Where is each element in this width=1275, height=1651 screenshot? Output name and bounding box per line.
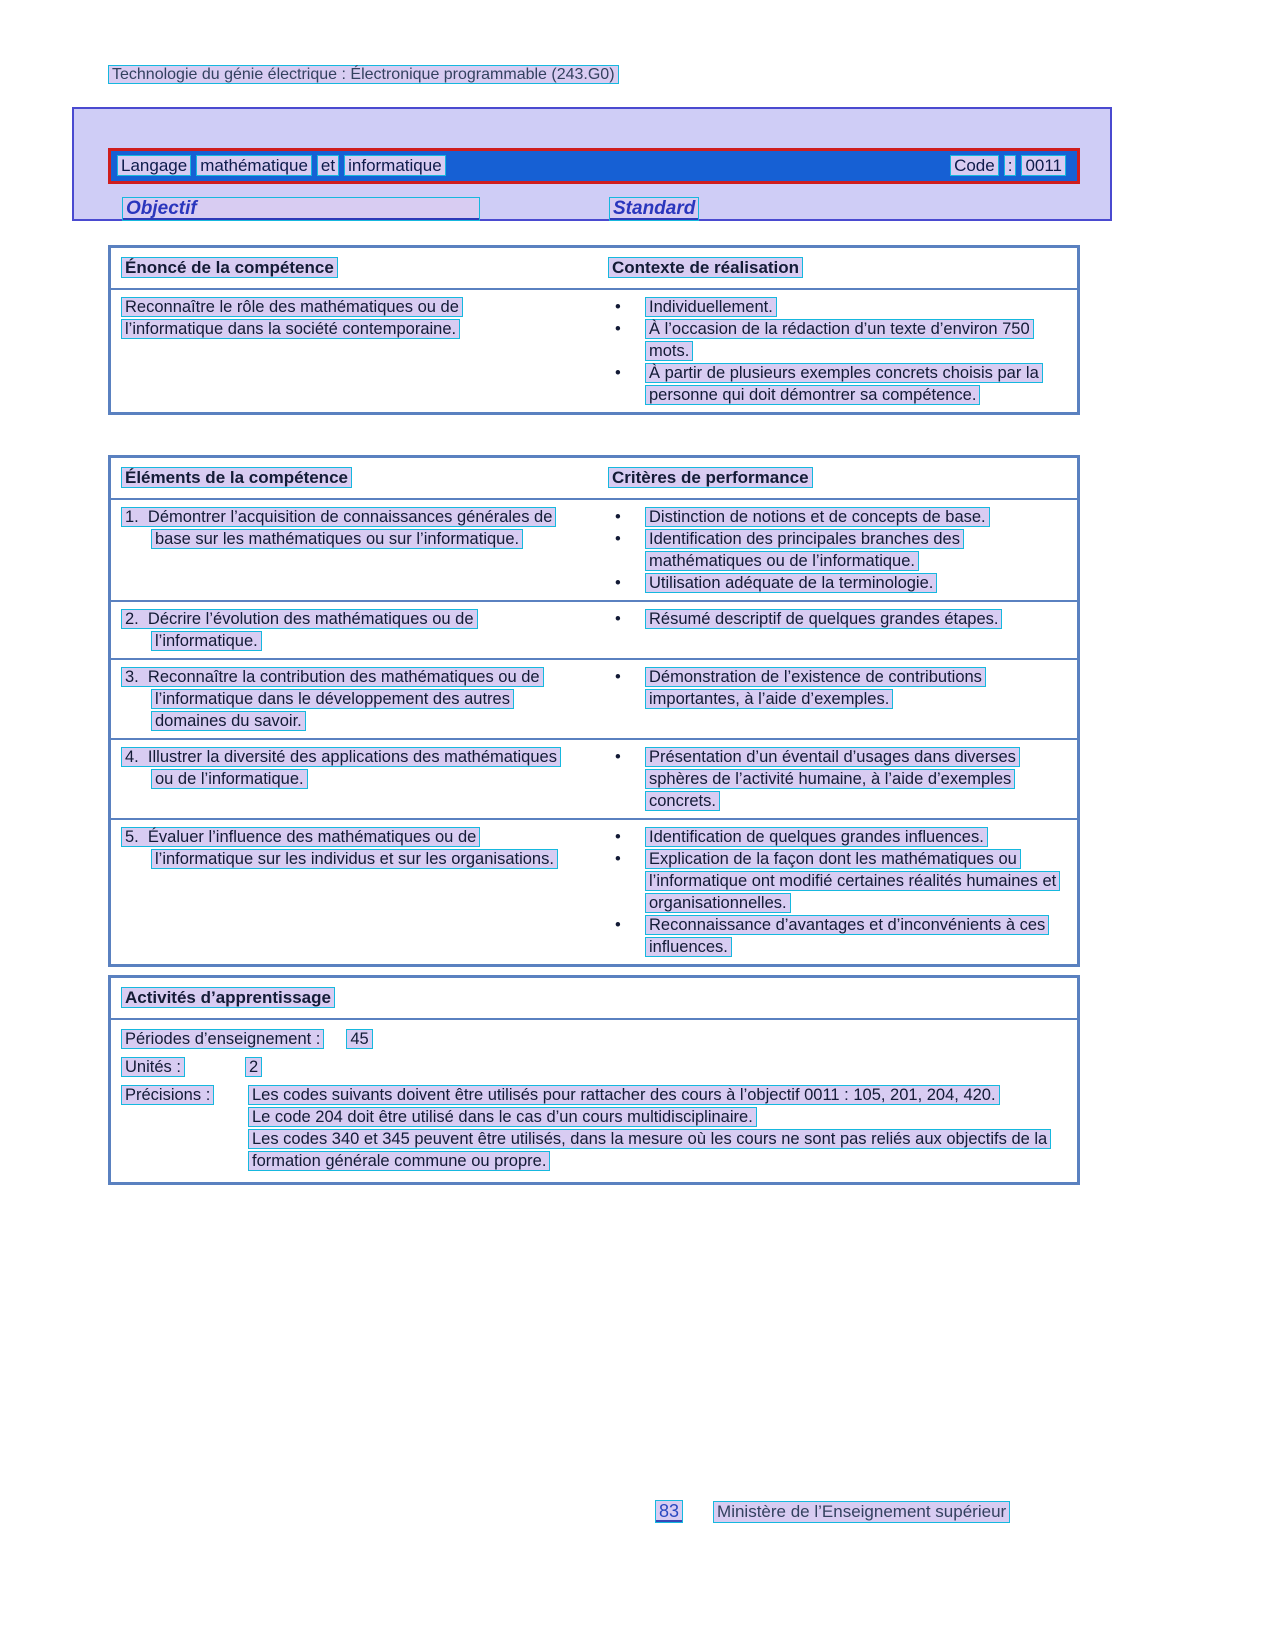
competence-header-right-cell: [600, 257, 1077, 279]
precisions-label: Précisions :: [121, 1085, 214, 1105]
context-bullets-cell: [600, 296, 1077, 406]
list-item: [608, 296, 1077, 318]
bullet-icon: •: [615, 850, 621, 868]
criterion-text: Utilisation adéquate de la terminologie.: [645, 573, 937, 593]
objective-title-box: [72, 107, 1112, 221]
competence-statement: Reconnaître le rôle des mathématiques ou de l’informatique dans la société contemporaine.: [121, 297, 463, 339]
bullet-icon: •: [615, 298, 621, 316]
element-text: 3. Reconnaître la contribution des mathématiques ou de l’informatique dans le développement des autres domaines du savoir.: [121, 667, 544, 731]
element-text: 2. Décrire l’évolution des mathématiques ou de l’informatique.: [121, 609, 478, 651]
list-item: [608, 506, 1077, 528]
element-cell: [111, 746, 600, 812]
element-cell: [111, 826, 600, 958]
criterion-text: Présentation d’un éventail d’usages dans diverses sphères de l’activité humaine, à l’aide d’exemples concrets.: [645, 747, 1020, 811]
element-text: 4. Illustrer la diversité des applications des mathématiques ou de l’informatique.: [121, 747, 561, 789]
list-item: [608, 746, 1077, 812]
bullet-icon: •: [615, 530, 621, 548]
activities-table: [108, 975, 1080, 1185]
criteria-cell: [600, 608, 1077, 652]
highlighted-word: Code: [950, 155, 999, 176]
criterion-text: Résumé descriptif de quelques grandes étapes.: [645, 609, 1002, 629]
precisions-label-cell: [121, 1084, 248, 1172]
competence-table-header: [111, 248, 1077, 290]
competence-statement-cell: [111, 296, 600, 406]
bullet-icon: •: [615, 574, 621, 592]
elements-header-left-cell: [111, 467, 600, 489]
highlighted-word: :: [1004, 155, 1017, 176]
ministry-name: Ministère de l’Enseignement supérieur: [713, 1501, 1010, 1523]
document-header: [108, 66, 619, 84]
units-row: [121, 1056, 1077, 1078]
banner-title: [117, 156, 451, 176]
list-item: [608, 572, 1077, 594]
elements-table-header: [111, 458, 1077, 500]
precision-paragraph: [248, 1084, 1060, 1106]
elements-header-left: Éléments de la compétence: [121, 467, 352, 488]
criterion-text: Identification des principales branches des mathématiques ou de l’informatique.: [645, 529, 964, 571]
criteria-cell: [600, 746, 1077, 812]
objectif-heading: Objectif: [122, 197, 480, 221]
table-row: [111, 600, 1077, 658]
banner-code: [950, 156, 1071, 176]
highlighted-word: Langage: [117, 155, 191, 176]
bullet-icon: •: [615, 748, 621, 766]
table-row: [111, 738, 1077, 818]
precisions-row: [121, 1084, 1077, 1172]
elements-table: [108, 455, 1080, 967]
bullet-icon: •: [615, 320, 621, 338]
list-item: [608, 608, 1077, 630]
list-item: [608, 528, 1077, 572]
context-bullet-text: À partir de plusieurs exemples concrets choisis par la personne qui doit démontrer sa compétence.: [645, 363, 1043, 405]
element-cell: [111, 666, 600, 732]
bullet-icon: •: [615, 916, 621, 934]
element-text: 1. Démontrer l’acquisition de connaissances générales de base sur les mathématiques ou sur l’informatique.: [121, 507, 556, 549]
highlighted-word: 0011: [1021, 155, 1066, 176]
activities-table-body: [111, 1020, 1077, 1182]
precisions-text-cell: [248, 1084, 1060, 1172]
list-item: [608, 826, 1077, 848]
element-cell: [111, 506, 600, 594]
criterion-text: Identification de quelques grandes influences.: [645, 827, 988, 847]
highlighted-word: informatique: [344, 155, 446, 176]
element-text: 5. Évaluer l’influence des mathématiques ou de l’informatique sur les individus et sur les organisations.: [121, 827, 558, 869]
bullet-icon: •: [615, 828, 621, 846]
periods-label: Périodes d’enseignement :: [121, 1029, 324, 1049]
periods-value: 45: [346, 1029, 372, 1049]
precision-text: Les codes suivants doivent être utilisés pour rattacher des cours à l’objectif 0011 : 105, 201, 204, 420.: [248, 1085, 1000, 1105]
competence-header-right: Contexte de réalisation: [608, 257, 803, 278]
competence-table: [108, 245, 1080, 415]
list-item: [608, 914, 1077, 958]
highlighted-word: et: [317, 155, 339, 176]
periods-row: [121, 1028, 1077, 1050]
precision-text: Les codes 340 et 345 peuvent être utilisés, dans la mesure où les cours ne sont pas reliés aux objectifs de la formation générale commune ou propre.: [248, 1129, 1051, 1171]
list-item: [608, 848, 1077, 914]
context-bullet-text: Individuellement.: [645, 297, 777, 317]
objective-banner: [108, 148, 1080, 184]
table-row: [111, 658, 1077, 738]
precision-text: Le code 204 doit être utilisé dans le cas d’un cours multidisciplinaire.: [248, 1107, 757, 1127]
activities-title: Activités d’apprentissage: [121, 987, 335, 1008]
units-label: Unités :: [121, 1057, 185, 1077]
criteria-cell: [600, 826, 1077, 958]
document-header-text: Technologie du génie électrique : Électronique programmable (243.G0): [108, 65, 619, 84]
precision-paragraph: [248, 1106, 1060, 1128]
competence-table-body: [111, 290, 1077, 412]
standard-heading: Standard: [609, 197, 699, 221]
context-bullet-text: À l’occasion de la rédaction d’un texte d’environ 750 mots.: [645, 319, 1034, 361]
bullet-icon: •: [615, 668, 621, 686]
criterion-text: Distinction de notions et de concepts de base.: [645, 507, 990, 527]
criteria-cell: [600, 666, 1077, 732]
criterion-text: Reconnaissance d’avantages et d’inconvénients à ces influences.: [645, 915, 1049, 957]
list-item: [608, 362, 1077, 406]
table-row: [111, 818, 1077, 964]
criteria-cell: [600, 506, 1077, 594]
highlighted-word: mathématique: [196, 155, 312, 176]
units-value: 2: [245, 1057, 262, 1077]
page-footer: [655, 1500, 1010, 1523]
page-number: 83: [655, 1500, 683, 1523]
bullet-icon: •: [615, 508, 621, 526]
objective-standard-row: [74, 197, 1110, 223]
competence-header-left-cell: [111, 257, 600, 279]
elements-header-right: Critères de performance: [608, 467, 813, 488]
list-item: [608, 666, 1077, 710]
precision-paragraph: [248, 1128, 1060, 1172]
bullet-icon: •: [615, 610, 621, 628]
activities-table-header: [111, 978, 1077, 1020]
elements-header-right-cell: [600, 467, 1077, 489]
element-cell: [111, 608, 600, 652]
list-item: [608, 318, 1077, 362]
table-row: [111, 500, 1077, 600]
competence-header-left: Énoncé de la compétence: [121, 257, 338, 278]
bullet-icon: •: [615, 364, 621, 382]
criterion-text: Explication de la façon dont les mathématiques ou l’informatique ont modifié certaines réalités humaines et organisationnelles.: [645, 849, 1060, 913]
criterion-text: Démonstration de l’existence de contributions importantes, à l’aide d’exemples.: [645, 667, 986, 709]
